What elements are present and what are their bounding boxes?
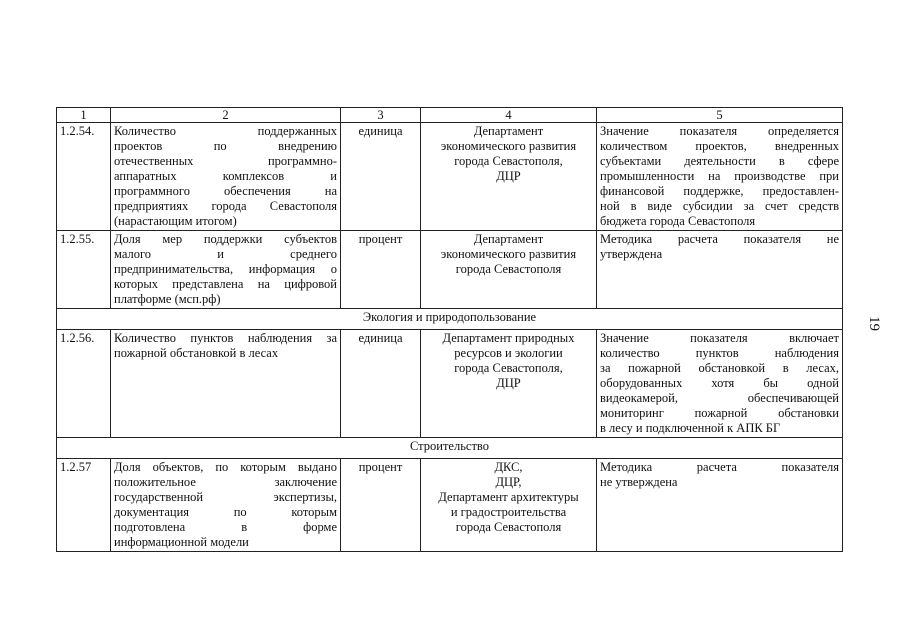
responsible-department	[421, 459, 597, 552]
department-line: ДКС,	[494, 460, 523, 474]
indicator-note-line: Значение показателя включает	[600, 331, 839, 345]
unit-of-measure: процент	[341, 231, 421, 309]
indicator-note	[597, 330, 843, 438]
section-title: Экология и природопользование	[57, 309, 843, 330]
department-line: города Севастополя	[455, 520, 562, 534]
indicator-name	[111, 330, 341, 438]
indicator-name-line: проектов по внедрению	[114, 139, 337, 153]
section-row	[57, 438, 843, 459]
indicator-name-line: (нарастающим итогом)	[114, 214, 237, 228]
table-body	[57, 108, 843, 552]
department-line: Департамент природных	[442, 331, 575, 345]
department-line: Департамент архитектуры	[438, 490, 579, 504]
indicator-note-line: количество пунктов наблюдения	[600, 346, 839, 360]
indicator-note-line: не утверждена	[600, 475, 678, 489]
item-number: 1.2.54.	[57, 123, 111, 231]
indicator-name-line: малого и среднего	[114, 247, 337, 261]
indicator-note	[597, 123, 843, 231]
indicator-note-line: финансовой поддержке, предоставлен-	[600, 184, 839, 198]
indicator-note	[597, 231, 843, 309]
unit-of-measure: единица	[341, 123, 421, 231]
indicator-name-line: программного обеспечения на	[114, 184, 337, 198]
department-line: экономического развития	[440, 139, 577, 153]
section-title: Строительство	[57, 438, 843, 459]
indicator-note-line: видеокамерой, обеспечивающей	[600, 391, 839, 405]
department-line: ресурсов и экологии	[454, 346, 563, 360]
column-header-5: 5	[597, 108, 843, 123]
table-row	[57, 123, 843, 231]
indicators-table	[56, 107, 843, 552]
indicator-name-line: Доля мер поддержки субъектов	[114, 232, 337, 246]
indicator-note-line: утверждена	[600, 247, 663, 261]
indicator-name	[111, 231, 341, 309]
indicator-note-line: Значение показателя определяется	[600, 124, 839, 138]
responsible-department	[421, 231, 597, 309]
indicator-name	[111, 459, 341, 552]
indicator-note-line: количеством проектов, внедренных	[600, 139, 839, 153]
department-line: и градостроительства	[450, 505, 567, 519]
indicator-name-line: информационной модели	[114, 535, 249, 549]
responsible-department	[421, 330, 597, 438]
indicator-name-line: документация по которым	[114, 505, 337, 519]
indicator-note-line: за пожарной обстановкой в лесах,	[600, 361, 839, 375]
department-line: Департамент	[473, 124, 544, 138]
indicator-name	[111, 123, 341, 231]
table-row	[57, 459, 843, 552]
unit-of-measure: единица	[341, 330, 421, 438]
indicator-note-line: промышленности на производстве при	[600, 169, 839, 183]
item-number: 1.2.55.	[57, 231, 111, 309]
indicator-name-line: Количество пунктов наблюдения за	[114, 331, 337, 345]
item-number: 1.2.57	[57, 459, 111, 552]
indicator-name-line: отечественных программно-	[114, 154, 337, 168]
section-row	[57, 309, 843, 330]
indicator-name-line: предпринимательства, информация о	[114, 262, 337, 276]
indicator-note-line: ной в виде субсидии за счет средств	[600, 199, 839, 213]
indicator-note-line: мониторинг пожарной обстановки	[600, 406, 839, 420]
indicator-name-line: положительное заключение	[114, 475, 337, 489]
indicator-name-line: пожарной обстановкой в лесах	[114, 346, 279, 360]
indicator-name-line: Количество поддержанных	[114, 124, 337, 138]
page-number: 19	[866, 316, 882, 331]
column-header-2: 2	[111, 108, 341, 123]
department-line: ДЦР	[496, 376, 521, 390]
indicator-name-line: которых представлена на цифровой	[114, 277, 337, 291]
department-line: экономического развития	[440, 247, 577, 261]
department-line: ДЦР	[496, 169, 521, 183]
indicator-note-line: бюджета города Севастополя	[600, 214, 756, 228]
department-line: города Севастополя,	[454, 154, 563, 168]
department-line: города Севастополя,	[454, 361, 563, 375]
table-row	[57, 231, 843, 309]
indicator-name-line: Доля объектов, по которым выдано	[114, 460, 337, 474]
table-row	[57, 330, 843, 438]
column-number-row	[57, 108, 843, 123]
indicator-note-line: Методика расчета показателя	[600, 460, 839, 474]
column-header-4: 4	[421, 108, 597, 123]
item-number: 1.2.56.	[57, 330, 111, 438]
responsible-department	[421, 123, 597, 231]
column-header-3: 3	[341, 108, 421, 123]
indicator-name-line: платформе (мсп.рф)	[114, 292, 221, 306]
indicator-name-line: подготовлена в форме	[114, 520, 337, 534]
indicator-note-line: в лесу и подключенной к АПК БГ	[600, 421, 781, 435]
column-header-1: 1	[57, 108, 111, 123]
indicator-note-line: оборудованных хотя бы одной	[600, 376, 839, 390]
indicator-note-line: субъектами деятельности в сфере	[600, 154, 839, 168]
indicator-name-line: аппаратных комплексов и	[114, 169, 337, 183]
department-line: города Севастополя	[455, 262, 562, 276]
unit-of-measure: процент	[341, 459, 421, 552]
indicator-note-line: Методика расчета показателя не	[600, 232, 839, 246]
indicator-name-line: предприятиях города Севастополя	[114, 199, 337, 213]
indicator-name-line: государственной экспертизы,	[114, 490, 337, 504]
department-line: ДЦР,	[495, 475, 522, 489]
indicator-note	[597, 459, 843, 552]
department-line: Департамент	[473, 232, 544, 246]
